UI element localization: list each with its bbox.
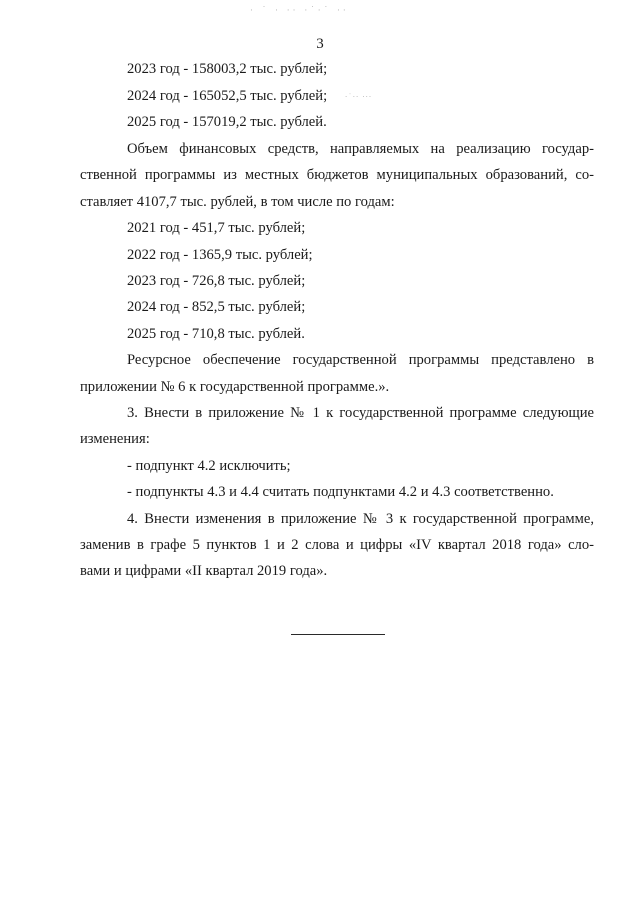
end-of-text-rule [291,634,385,635]
item-4-line: заменив в графе 5 пунктов 1 и 2 слова и цифры «IV квартал 2018 года» сло- [80,537,594,553]
local-year-line: 2023 год - 726,8 тыс. рублей; [127,273,306,289]
scan-speck: ·˙·· ··· [345,93,373,101]
funding-year-line: 2023 год - 158003,2 тыс. рублей; [127,61,328,77]
item-3-subitem: - подпункты 4.3 и 4.4 считать подпунктами 4.2 и 4.3 соответственно. [127,484,554,500]
local-budget-paragraph-line: ственной программы из местных бюджетов муниципальных образований, со- [80,167,594,183]
item-3-line: 3. Внести в приложение № 1 к государственной программе следующие [127,405,594,421]
local-year-line: 2022 год - 1365,9 тыс. рублей; [127,247,313,263]
funding-year-line: 2025 год - 157019,2 тыс. рублей. [127,114,327,130]
local-year-line: 2024 год - 852,5 тыс. рублей; [127,299,306,315]
item-4-line: 4. Внести изменения в приложение № 3 к государственной программе, [127,511,594,527]
scan-artifact: · ˙ · ·· ·˙·˙ ·· [250,6,349,16]
resource-paragraph-line: Ресурсное обеспечение государственной программы представлено в [127,352,594,368]
local-budget-paragraph-line: ставляет 4107,7 тыс. рублей, в том числе по годам: [80,194,395,210]
item-3-subitem: - подпункт 4.2 исключить; [127,458,291,474]
page-number: 3 [316,36,324,52]
local-year-line: 2025 год - 710,8 тыс. рублей. [127,326,305,342]
local-budget-paragraph-line: Объем финансовых средств, направляемых на реализацию государ- [127,141,594,157]
item-4-line: вами и цифрами «II квартал 2019 года». [80,563,328,579]
item-3-line: изменения: [80,431,150,447]
local-year-line: 2021 год - 451,7 тыс. рублей; [127,220,306,236]
resource-paragraph-line: приложении № 6 к государственной программе.». [80,379,390,395]
funding-year-line: 2024 год - 165052,5 тыс. рублей; [127,88,328,104]
